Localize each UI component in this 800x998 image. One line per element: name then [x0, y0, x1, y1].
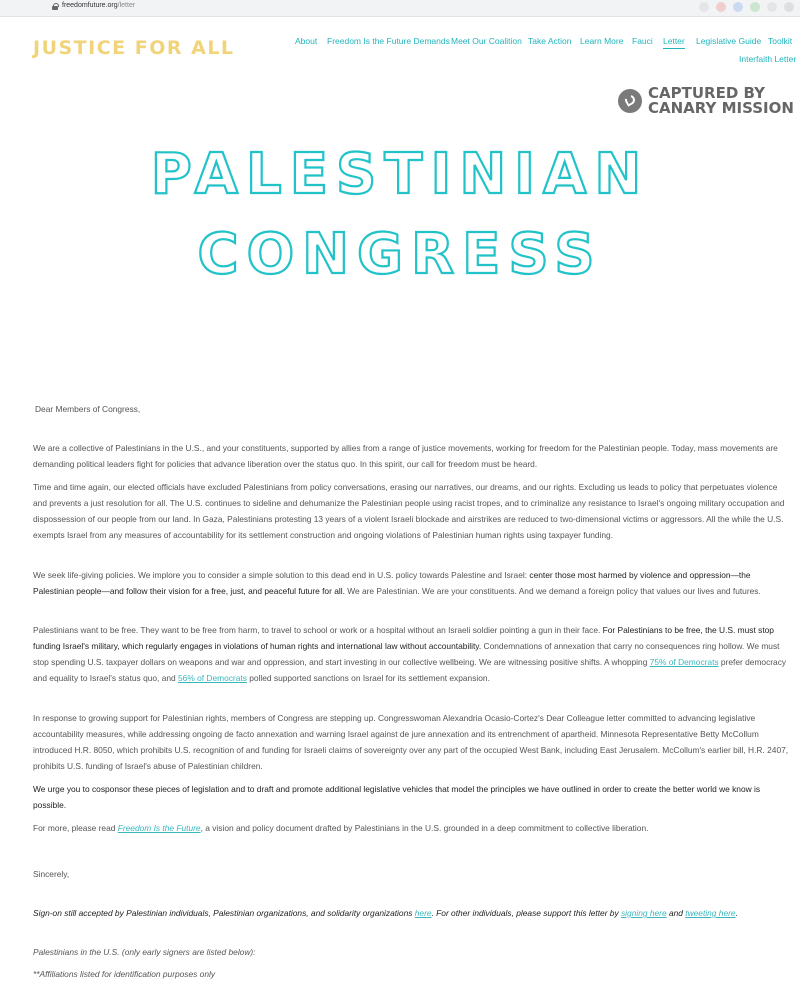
- letter-paragraph-3: We seek life-giving policies. We implore you to consider a simple solution to this dead end in U.S. policy towards Palestine and Israel: center those most harmed by violence and oppression—the Palestinian people—and follow their vision for a free, just, and peaceful future for all. We are Palestinian. We are your constituents. And we demand a foreign policy that values our lives and futures.: [33, 570, 761, 596]
- extension-icon[interactable]: [699, 2, 709, 12]
- url-text[interactable]: freedomfuture.org/letter: [62, 2, 136, 9]
- signon-note: Sign-on still accepted by Palestinian individuals, Palestinian organizations, and solidarity organizations here. For other individuals, please support this letter by signing here and tweeting here.: [33, 908, 738, 918]
- nav-fauci[interactable]: Fauci: [632, 36, 653, 46]
- link-freedom-is-the-future[interactable]: Freedom Is the Future: [117, 823, 201, 833]
- affiliations-note: **Affiliations listed for identification purposes only: [33, 969, 216, 979]
- watermark-line2: CANARY MISSION: [648, 99, 794, 117]
- letter-paragraph-1: We are a collective of Palestinians in the U.S., and your constituents, supported by allies from a range of justice movements, working for freedom for the Palestinian people. Today, mass movements are demanding political leaders fight for policies that advance liberation over the status quo. In this spirit, our call for freedom must be heard.: [33, 443, 778, 469]
- letter-paragraph-7: For more, please read Freedom Is the Future, a vision and policy document drafted by Palestinians in the U.S. grounded in a deep commitment to collective liberation.: [33, 823, 649, 833]
- letter-salutation: Dear Members of Congress,: [35, 404, 141, 414]
- nav-demands[interactable]: Freedom Is the Future Demands: [327, 36, 450, 46]
- browser-address-bar[interactable]: [0, 0, 800, 17]
- link-56-percent-democrats[interactable]: 56% of Democrats: [178, 673, 247, 683]
- link-signing-here[interactable]: signing here: [620, 908, 667, 918]
- nav-toolkit[interactable]: Toolkit: [768, 36, 793, 46]
- link-75-percent-democrats[interactable]: 75% of Democrats: [649, 657, 719, 667]
- nav-interfaith-letter[interactable]: Interfaith Letter: [739, 54, 797, 64]
- canary-mission-watermark: [618, 86, 794, 116]
- letter-paragraph-2: Time and time again, our elected officials have excluded Palestinians from policy conversations, erasing our narratives, our dreams, and our rights. Excluding us leads to policy that perpetuates violence and prevents a just resolution for all. The U.S. continues to sideline and dehumanize the Palestinian people using racist tropes, and to criminalize any resistance to Israel's ongoing military occupation and dispossession of our people from our land. In Gaza, Palestinians protesting 13 years of a violent Israeli blockade and airstrikes are reduced to two-dimensional victims or aggressors. All the while the U.S. exempts Israel from any measures of accountability for its settlement construction and ongoing violations of Palestinian human rights using taxpayer funding.: [33, 482, 785, 540]
- letter-closing: Sincerely,: [33, 869, 70, 879]
- nav-about[interactable]: About: [295, 36, 318, 46]
- hero-title-line1: PALESTINIAN: [150, 142, 650, 207]
- link-tweeting-here[interactable]: tweeting here: [685, 908, 736, 918]
- extension-icon[interactable]: [767, 2, 777, 12]
- nav-take-action[interactable]: Take Action: [528, 36, 572, 46]
- link-signon-here[interactable]: here: [414, 908, 432, 918]
- letter-paragraph-6: We urge you to cosponsor these pieces of legislation and to draft and promote additional legislative vehicles that model the principles we have outlined in order to create the better world we know is possible.: [33, 784, 761, 810]
- browser-extensions: [699, 2, 794, 12]
- canary-bird-icon: [618, 89, 642, 113]
- site-logo[interactable]: JUSTICE FOR ALL: [33, 37, 235, 59]
- letter-paragraph-4: Palestinians want to be free. They want to be free from harm, to travel to school or work or a hospital without an Israeli soldier pointing a gun in their face. For Palestinians to be free, the U.S. must stop funding Israel's military, which regularly engages in violations of human rights and international law without accountability. Condemnations of annexation that carry no consequences ring hollow. We must stop spending U.S. taxpayer dollars on weapons and war and oppression, and start investing in our collective wellbeing. We are witnessing positive shifts. A whopping 75% of Democrats prefer democracy and equality to Israel's status quo, and 56% of Democrats polled supported sanctions on Israel for its settlement expansion.: [33, 625, 787, 683]
- nav-coalition[interactable]: Meet Our Coalition: [451, 36, 522, 46]
- watermark-line1: CAPTURED BY: [648, 84, 765, 102]
- letter-paragraph-5: In response to growing support for Palestinian rights, members of Congress are stepping up. Congresswoman Alexandria Ocasio-Cortez's Dear Colleague letter committed to advancing legislative accountability measures, while addressing ongoing de facto annexation and warning Israel against de jure annexation and its entrenchment of apartheid. Minnesota Representative Betty McCollum introduced H.R. 8050, which prohibits U.S. recognition of and funding for Israeli claims of sovereignty over any part of the occupied West Bank, including East Jerusalem. McCollum's earlier bill, H.R. 2407, prohibits U.S. funding of Israel's abuse of Palestinian children.: [33, 713, 789, 771]
- nav-legislative-guide[interactable]: Legislative Guide: [696, 36, 762, 46]
- hero-title-line2: CONGRESS: [197, 222, 603, 287]
- extension-icon[interactable]: [784, 2, 794, 12]
- nav-learn-more[interactable]: Learn More: [580, 36, 624, 46]
- nav-letter[interactable]: Letter: [663, 36, 685, 49]
- extension-icon[interactable]: [750, 2, 760, 12]
- extension-icon[interactable]: [716, 2, 726, 12]
- extension-icon[interactable]: [733, 2, 743, 12]
- signers-note: Palestinians in the U.S. (only early signers are listed below):: [33, 947, 256, 957]
- lock-icon: [52, 3, 58, 10]
